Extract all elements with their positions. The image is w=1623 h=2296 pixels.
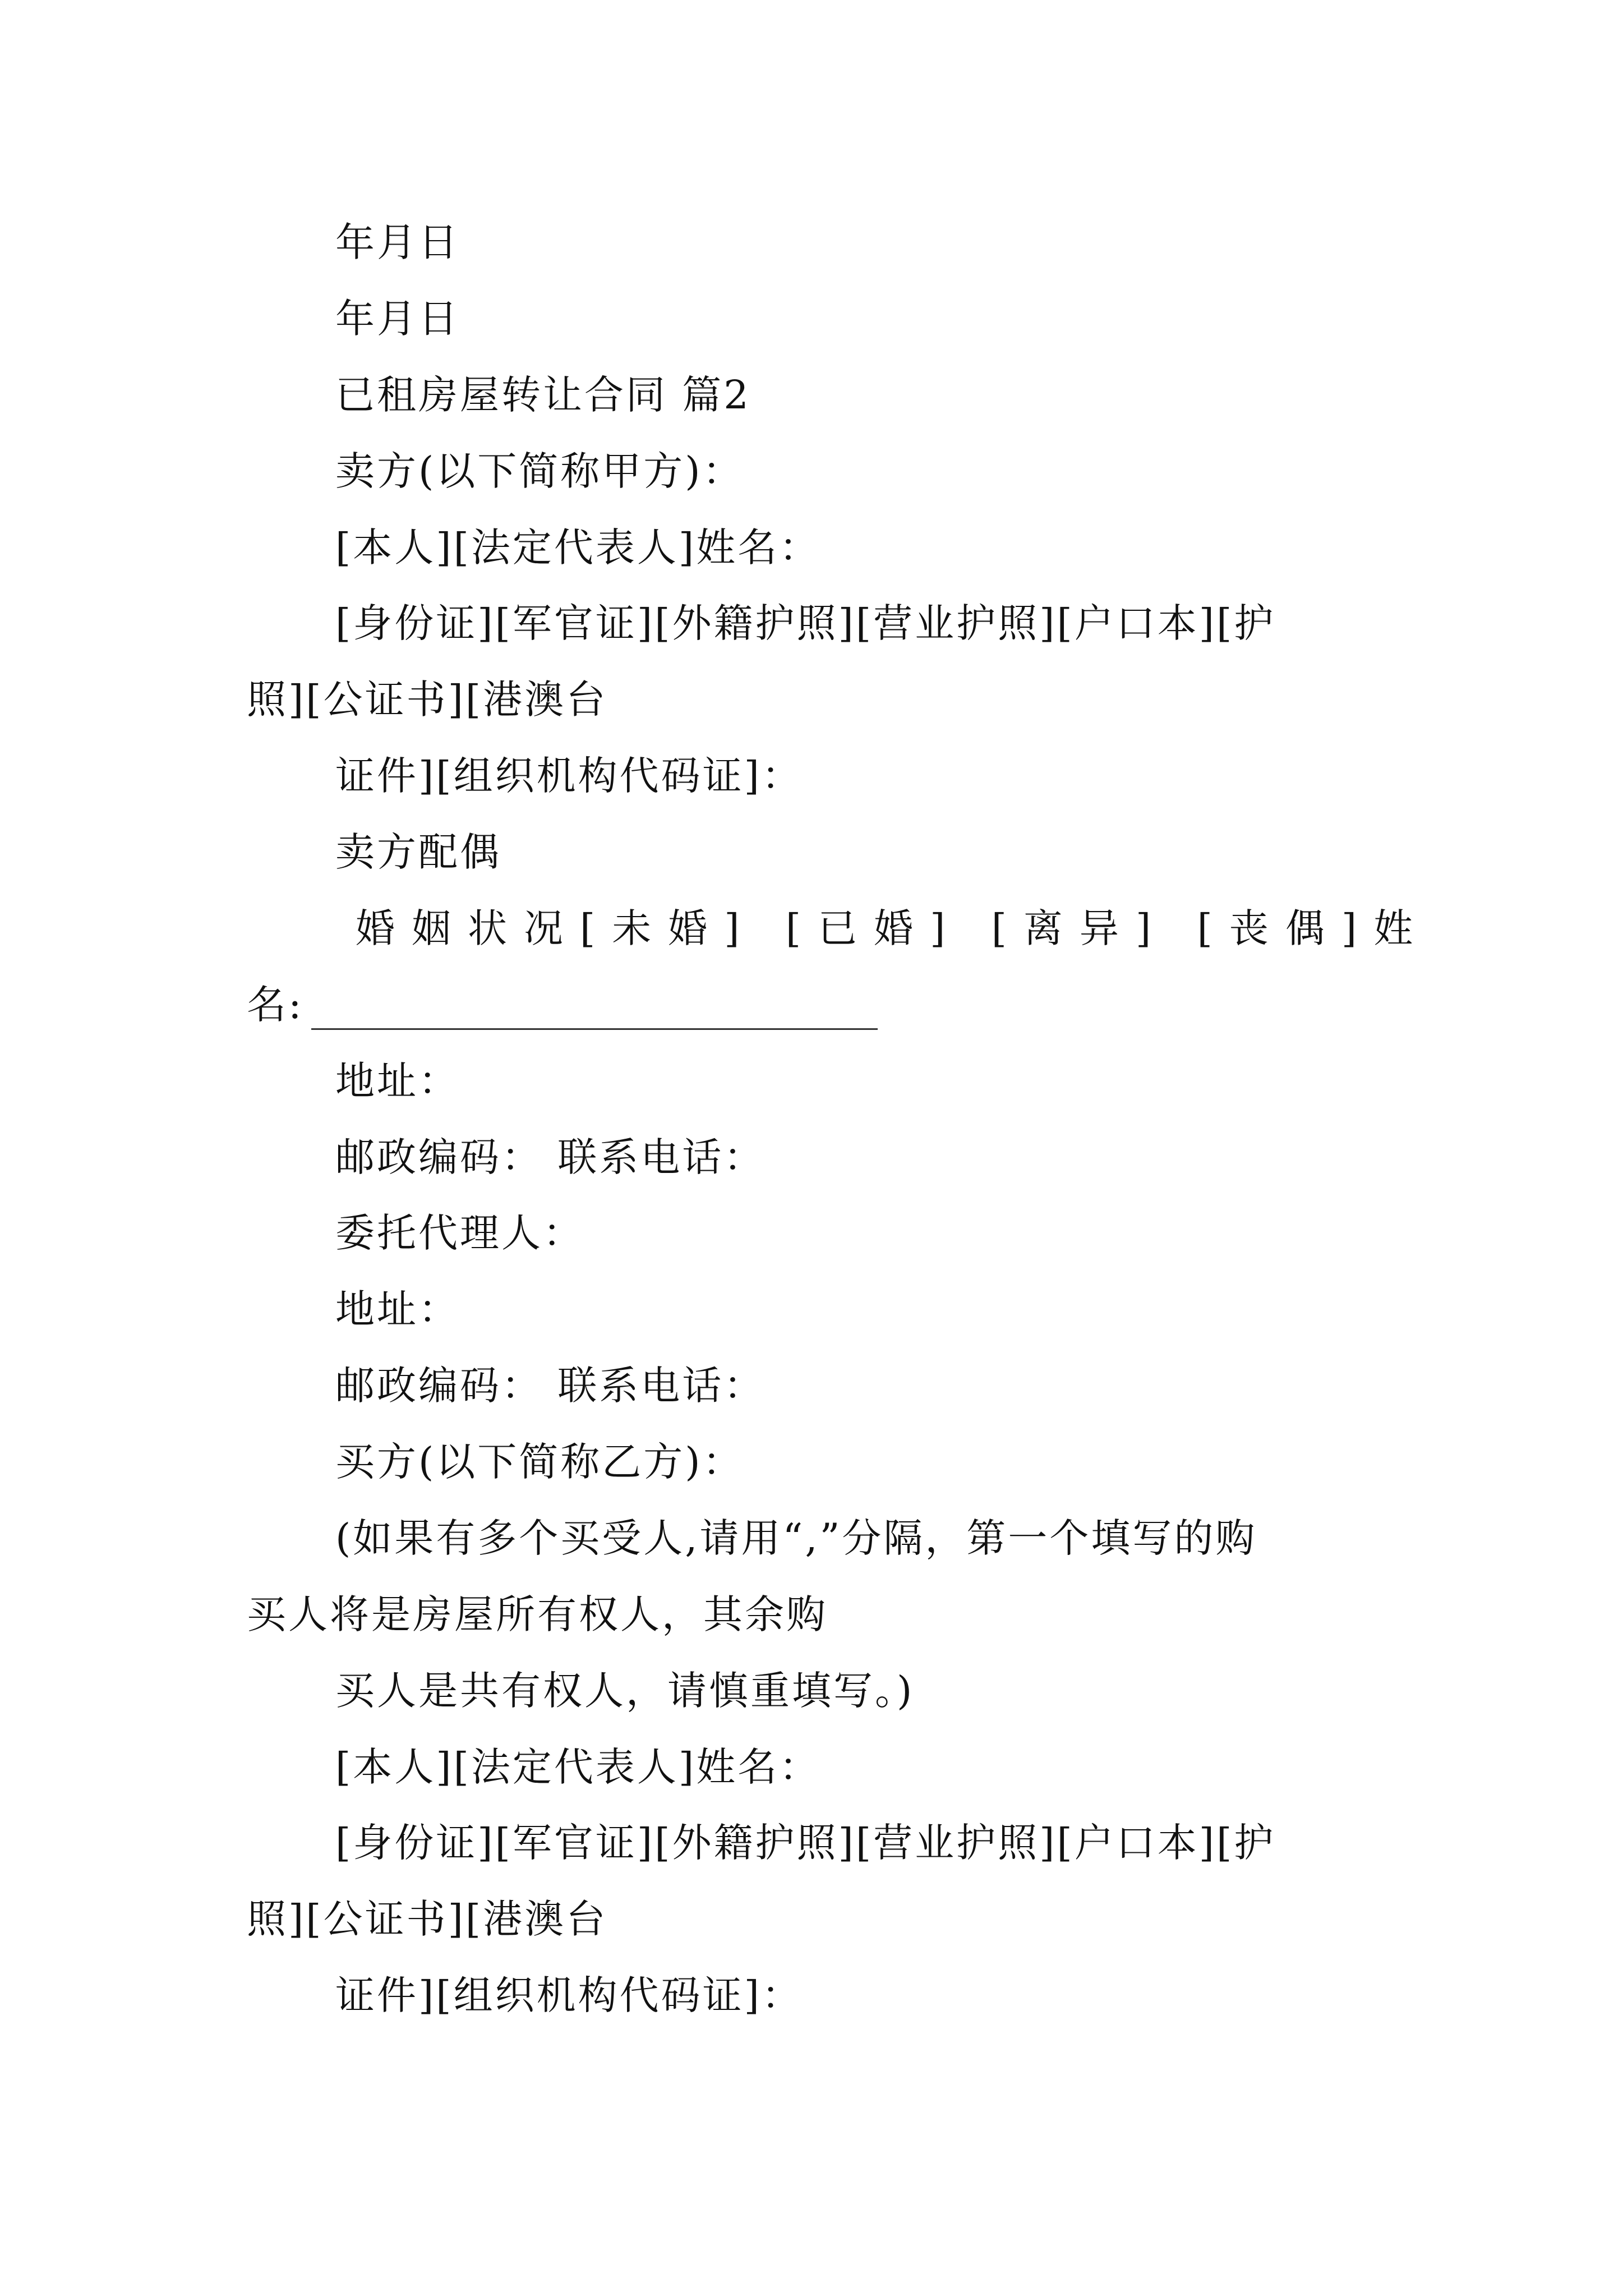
spouse-name-label: 名:: [247, 982, 304, 1028]
seller-name-line: [本人][法定代表人]姓名：: [335, 524, 821, 570]
date-line-2: 年月日: [335, 296, 460, 342]
agent-line: 委托代理人：: [335, 1210, 584, 1256]
buyer-note-line-1: (如果有多个买受人,请用“,”分隔，第一个填写的购: [335, 1515, 1257, 1561]
agent-address-line: 地址：: [335, 1286, 460, 1332]
date-line-1: 年月日: [335, 219, 460, 265]
buyer-name-line: [本人][法定代表人]姓名：: [335, 1744, 821, 1790]
buyer-id-types-line-end: 证件][组织机构代码证]：: [335, 1972, 803, 2018]
agent-contact-line: 邮政编码： 联系电话：: [335, 1363, 766, 1409]
buyer-note-line-2: 买人将是房屋所有权人，其余购: [247, 1591, 828, 1637]
buyer-heading: 买方(以下简称乙方)：: [335, 1439, 744, 1485]
buyer-note-line-3: 买人是共有权人，请慎重填写。): [335, 1668, 915, 1714]
seller-id-types-line-cont: 照][公证书][港澳台: [247, 677, 608, 723]
seller-address-line: 地址：: [335, 1058, 460, 1104]
buyer-id-types-line: [身份证][军官证][外籍护照][营业护照][户口本][护: [335, 1820, 1276, 1866]
seller-spouse-heading: 卖方配偶: [335, 829, 501, 875]
section-heading: 已租房屋转让合同 篇2: [335, 372, 751, 418]
seller-id-types-line-end: 证件][组织机构代码证]：: [335, 753, 803, 799]
spouse-name-blank: [311, 1028, 878, 1030]
buyer-id-types-line-cont: 照][公证书][港澳台: [247, 1896, 608, 1942]
seller-contact-line: 邮政编码： 联系电话：: [335, 1134, 766, 1180]
seller-heading: 卖方(以下简称甲方)：: [335, 448, 744, 494]
marital-status-line: 婚姻状况[未婚] [已婚] [离异] [丧偶]姓: [356, 905, 1430, 951]
seller-id-types-line: [身份证][军官证][外籍护照][营业护照][户口本][护: [335, 600, 1276, 646]
